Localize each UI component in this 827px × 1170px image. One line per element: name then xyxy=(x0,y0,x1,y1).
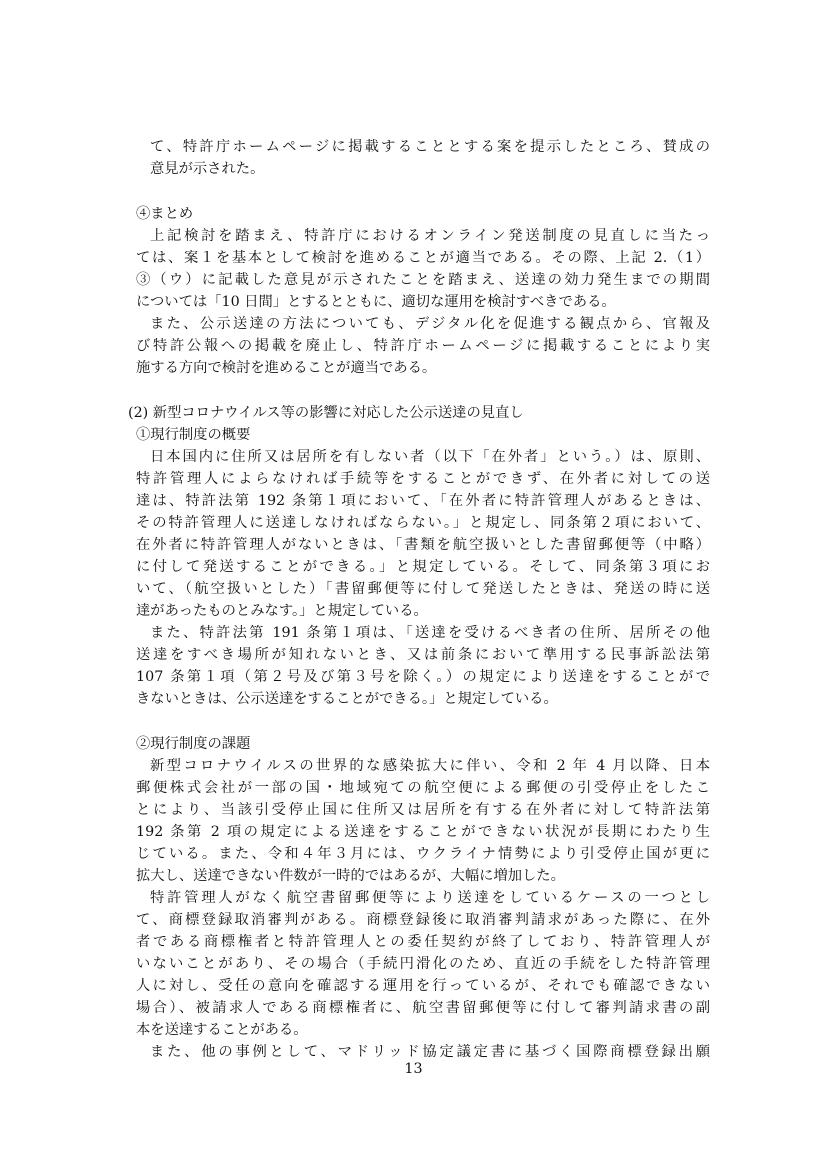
text-line: いて、（航空扱いとした）「書留郵便等に付して発送したときは、発送の時に送 xyxy=(136,581,710,597)
text-line: 人に対し、受任の意向を確認する運用を行っているが、それでも確認できない xyxy=(136,978,710,994)
text-line: 192 条第 2 項の規定による送達をすることができない状況が長期にわたり生 xyxy=(136,824,710,840)
page-number: 13 xyxy=(404,1061,423,1077)
text-line: また、他の事例として、マドリッド協定議定書に基づく国際商標登録出願 xyxy=(150,1044,710,1060)
text-line: 107 条第１項（第２号及び第３号を除く。）の規定により送達をすることがで xyxy=(136,669,710,685)
text-line: その特許管理人に送達しなければならない。」と規定し、同条第２項において、 xyxy=(136,515,710,531)
text-line: ③（ウ）に記載した意見が示されたことを踏まえ、送達の効力発生までの期間 xyxy=(136,272,710,288)
text-line: 施する方向で検討を進めることが適当である。 xyxy=(136,360,437,376)
section-heading: (2) 新型コロナウイルス等の影響に対応した公示送達の見直し xyxy=(128,405,524,421)
text-line: 新型コロナウイルスの世界的な感染拡大に伴い、令和 2 年 4 月以降、日本 xyxy=(150,758,710,774)
subsection-heading: ①現行制度の概要 xyxy=(136,427,251,443)
text-line: 送達をすべき場所が知れないとき、又は前条において準用する民事訴訟法第 xyxy=(136,647,710,663)
text-line: び特許公報への掲載を廃止し、特許庁ホームページに掲載することにより実 xyxy=(136,338,710,354)
text-line: 者である商標権者と特許管理人との委任契約が終了しており、特許管理人が xyxy=(136,934,710,950)
subsection-heading: ②現行制度の課題 xyxy=(136,736,251,752)
text-line: 本を送達することがある。 xyxy=(136,1022,308,1038)
text-line: きないときは、公示送達をすることができる。」と規定している。 xyxy=(136,691,558,707)
text-line: 特許管理人によらなければ手続等をすることができず、在外者に対しての送 xyxy=(136,471,710,487)
text-line: 達は、特許法第 192 条第１項において、「在外者に特許管理人があるときは、 xyxy=(136,493,710,509)
text-line: 郵便株式会社が一部の国・地域宛ての航空便による郵便の引受停止をしたこ xyxy=(136,780,710,796)
text-line: に付して発送することができる。」と規定している。そして、同条第３項にお xyxy=(136,559,710,575)
text-line: また、公示送達の方法についても、デジタル化を促進する観点から、官報及 xyxy=(150,316,710,332)
text-line: については「10 日間」とするとともに、適切な運用を検討すべきである。 xyxy=(136,294,616,310)
text-line: 達があったものとみなす。」と規定している。 xyxy=(136,603,428,619)
text-line: 上記検討を踏まえ、特許庁におけるオンライン発送制度の見直しに当たっ xyxy=(150,228,710,244)
text-line: て、商標登録取消審判がある。商標登録後に取消審判請求があった際に、在外 xyxy=(136,912,710,928)
text-line: 場合）、被請求人である商標権者に、航空書留郵便等に付して審判請求書の副 xyxy=(136,1000,710,1016)
text-line: ては、案１を基本として検討を進めることが適当である。その際、上記 2.（1） xyxy=(136,250,710,266)
text-line: 日本国内に住所又は居所を有しない者（以下「在外者」という。）は、原則、 xyxy=(150,449,710,465)
text-line: じている。また、令和４年３月には、ウクライナ情勢により引受停止国が更に xyxy=(136,846,710,862)
text-line: て、特許庁ホームページに掲載することとする案を提示したところ、賛成の xyxy=(150,139,710,155)
text-line: また、特許法第 191 条第１項は、「送達を受けるべき者の住所、居所その他 xyxy=(150,625,710,641)
text-line: 意見が示された。 xyxy=(150,161,265,177)
text-line: いないことがあり、その場合（手続円滑化のため、直近の手続をした特許管理 xyxy=(136,956,710,972)
subsection-heading: ④まとめ xyxy=(136,206,194,222)
text-line: とにより、当該引受停止国に住所又は居所を有する在外者に対して特許法第 xyxy=(136,802,710,818)
text-line: 拡大し、送達できない件数が一時的ではあるが、大幅に増加した。 xyxy=(136,868,565,884)
text-line: 特許管理人がなく航空書留郵便等により送達をしているケースの一つとし xyxy=(150,890,710,906)
text-line: 在外者に特許管理人がないときは、「書類を航空扱いとした書留郵便等（中略） xyxy=(136,537,710,553)
